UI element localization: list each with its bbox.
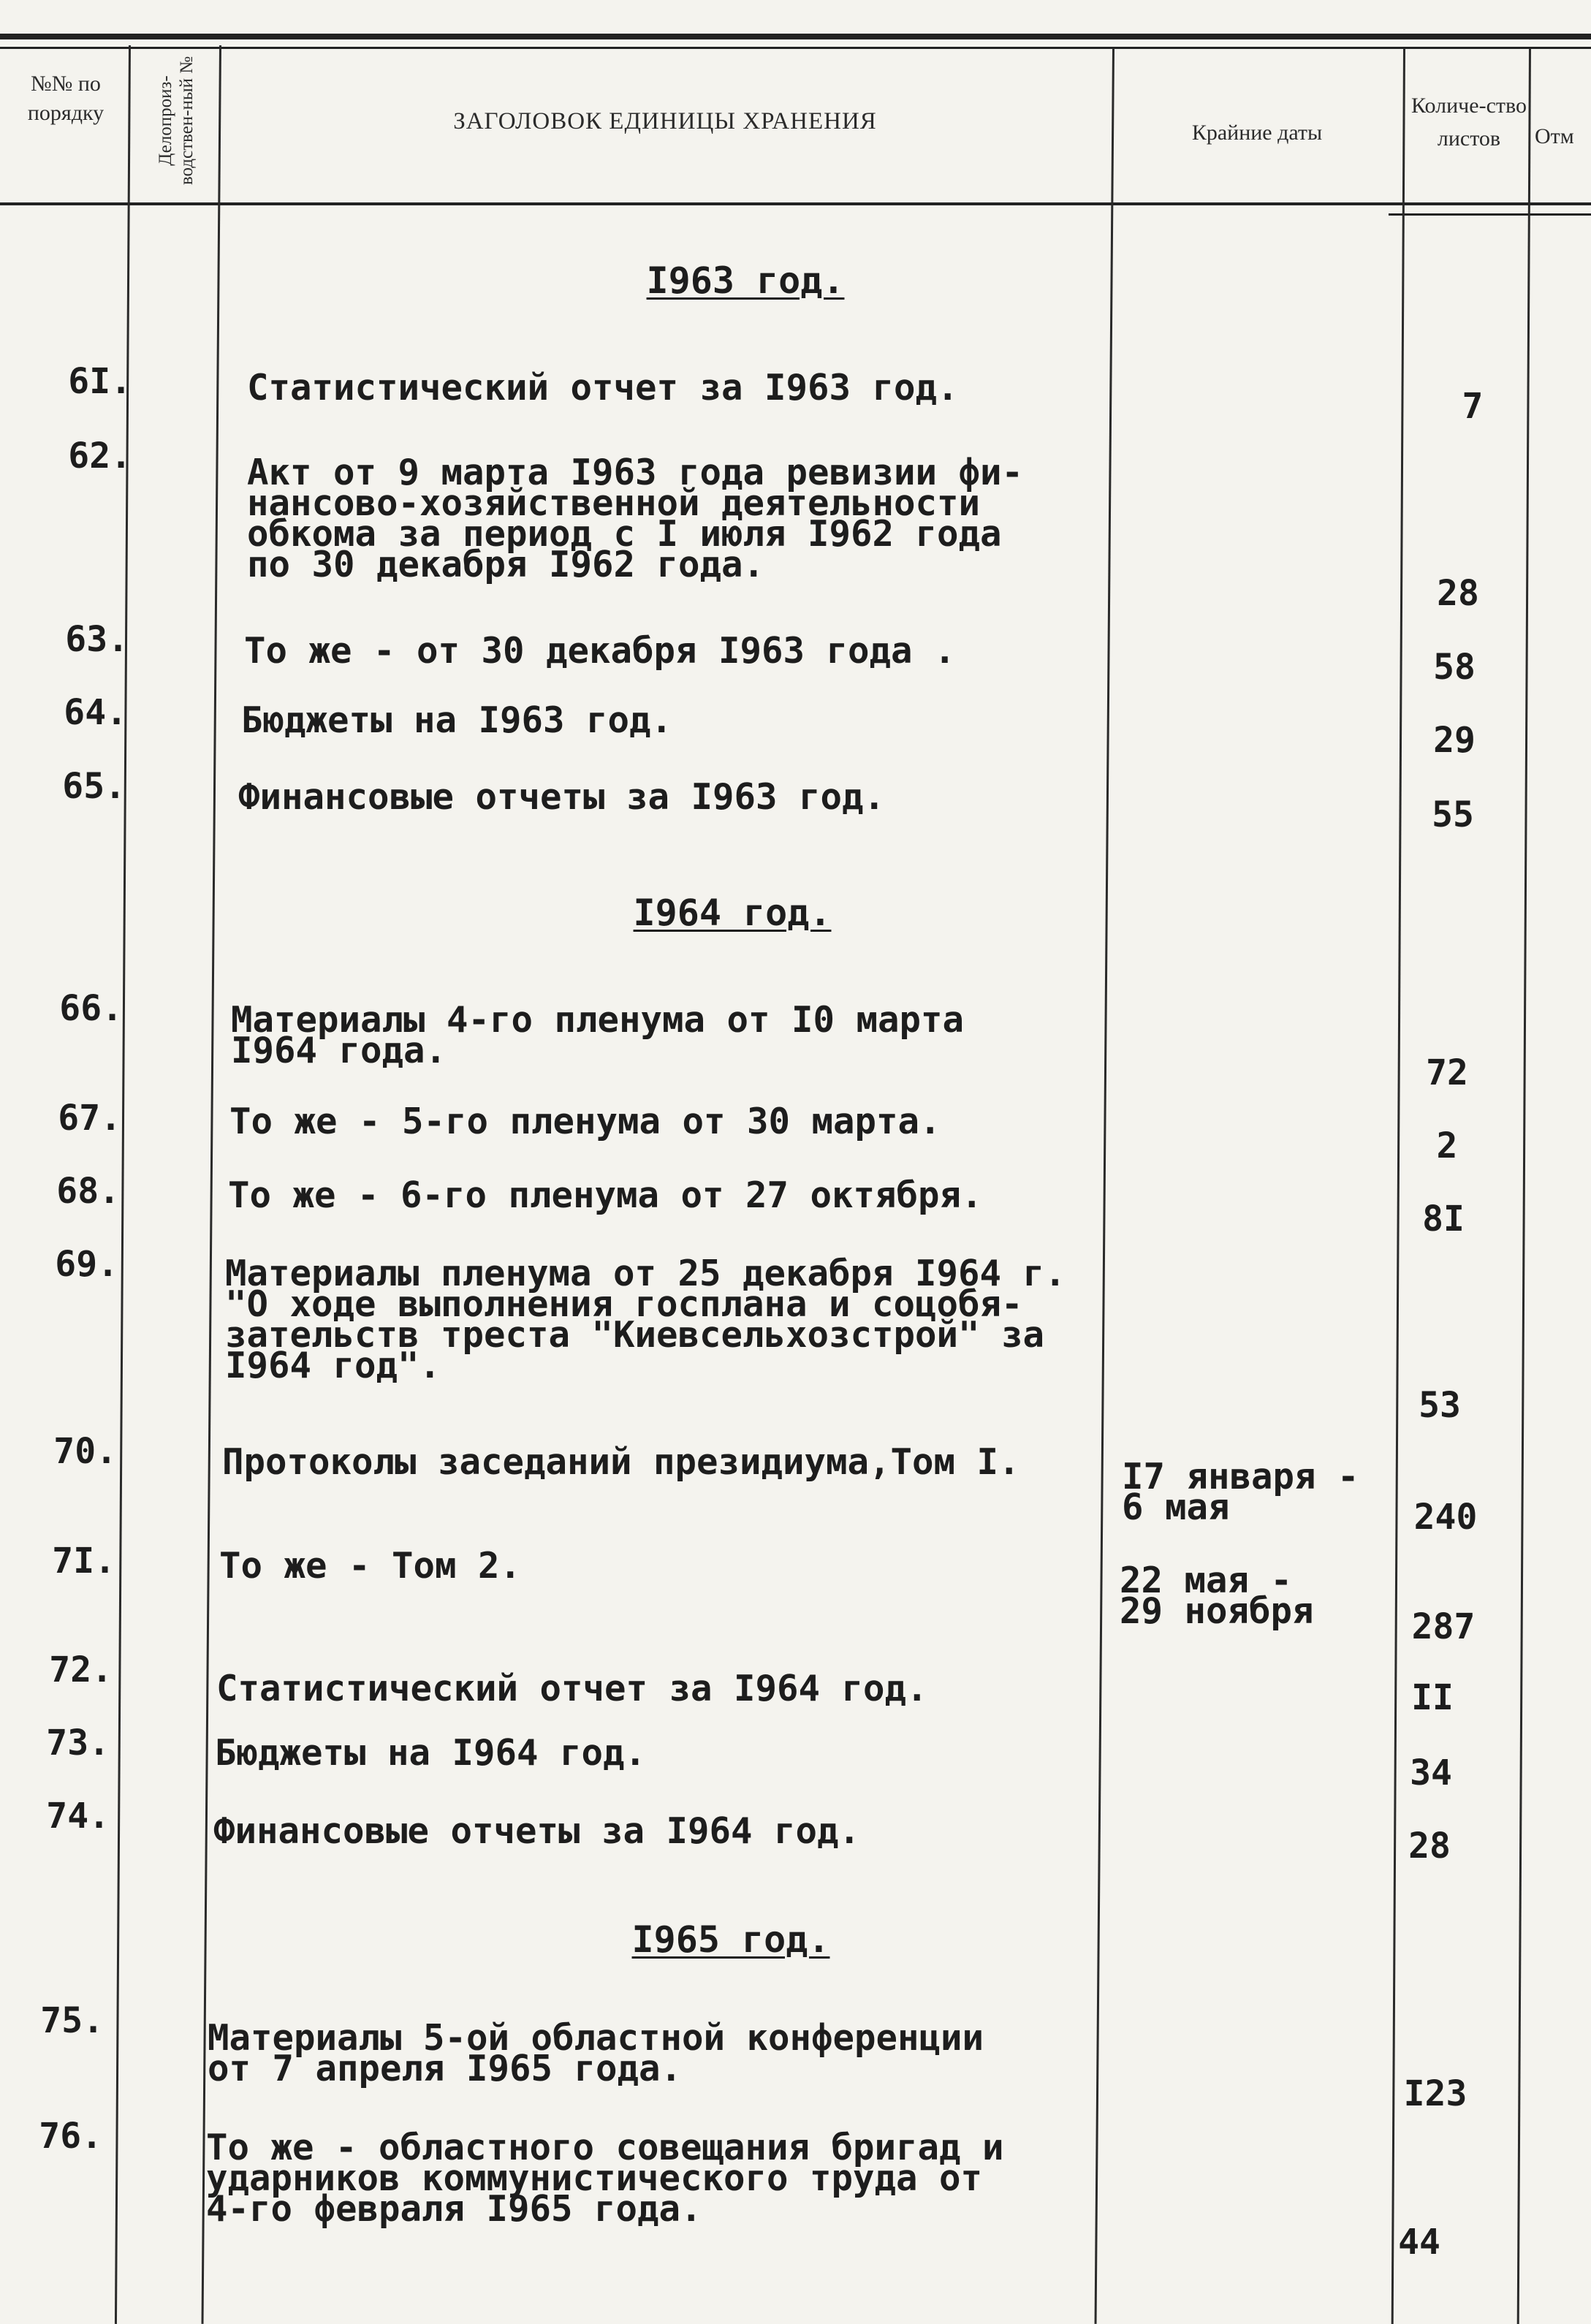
row-number: 69. — [55, 1244, 118, 1285]
row-title: То же - 6-го пленума от 27 октября. — [228, 1174, 983, 1216]
row-sheets: 34 — [1410, 1753, 1452, 1793]
year-heading-text: I965 год. — [631, 1918, 830, 1961]
row-sheets: 44 — [1398, 2222, 1440, 2263]
row-number: 66. — [59, 988, 123, 1029]
row-title: Бюджеты на I963 год. — [241, 699, 673, 741]
row-number: 70. — [53, 1431, 117, 1472]
row-dates: 22 мая - 29 ноября — [1120, 1560, 1314, 1632]
row-sheets: 287 — [1411, 1606, 1476, 1647]
row-sheets: 55 — [1432, 794, 1474, 835]
header-notes: Отм — [1535, 124, 1574, 148]
header-dates: Крайние даты — [1191, 121, 1323, 145]
row-number: 7I. — [52, 1541, 115, 1581]
row-dates: I7 января - 6 мая — [1122, 1456, 1359, 1528]
row-title: Статистический отчет за I963 год. — [247, 367, 959, 409]
year-heading — [563, 259, 928, 302]
row-title: Бюджеты на I964 год. — [215, 1732, 647, 1774]
column-divider-dates — [1391, 48, 1405, 2324]
row-title: Акт от 9 марта I963 года ревизии фи- нансово-хозяйственной деятельности обкома за период с I июля I962 года по 30 декабря I962 года. — [247, 452, 1024, 585]
row-title: Материалы 4-го пленума от I0 марта I964 года. — [231, 999, 965, 1071]
row-title: Финансовые отчеты за I964 год. — [213, 1810, 861, 1852]
header-title: ЗАГОЛОВОК ЕДИНИЦЫ ХРАНЕНИЯ — [453, 108, 877, 134]
row-title: Финансовые отчеты за I963 год. — [238, 776, 886, 818]
row-sheets: I23 — [1403, 2073, 1467, 2114]
top-rule-thick — [0, 34, 1591, 39]
row-title: Статистический отчет за I964 год. — [216, 1668, 928, 1709]
row-number: 74. — [46, 1796, 110, 1837]
column-divider-record — [202, 45, 221, 2324]
top-rule-thin — [0, 47, 1591, 49]
row-number: 64. — [64, 692, 127, 733]
row-sheets: 28 — [1437, 573, 1479, 614]
column-divider-title — [1095, 48, 1115, 2324]
row-title: Протоколы заседаний президиума,Том I. — [222, 1441, 1020, 1483]
row-number: 72. — [49, 1649, 113, 1690]
row-number: 68. — [56, 1171, 120, 1212]
row-title: То же - 5-го пленума от 30 марта. — [229, 1101, 941, 1142]
row-number: 73. — [46, 1723, 110, 1763]
row-number: 67. — [58, 1098, 121, 1139]
row-sheets: II — [1411, 1677, 1454, 1718]
row-sheets: 240 — [1413, 1497, 1478, 1538]
row-title: То же - областного совещания бригад и ударников коммунистического труда от 4-го февраля I965 года. — [206, 2127, 1004, 2230]
year-heading — [550, 892, 915, 934]
row-sheets: 8I — [1422, 1199, 1465, 1239]
row-sheets: 72 — [1426, 1052, 1468, 1093]
year-heading-text: I963 год. — [646, 259, 845, 302]
row-title: Материалы 5-ой областной конференции от 7 апреля I965 года. — [208, 2017, 984, 2089]
header-record-number — [136, 44, 216, 197]
row-title: То же - Том 2. — [219, 1545, 522, 1587]
row-sheets: 28 — [1408, 1826, 1451, 1867]
year-heading-text: I964 год. — [633, 892, 832, 934]
row-title: Материалы пленума от 25 декабря I964 г. "О ходе выполнения госплана и соцобя- зательств треста "Киевсельхозстрой" за I964 год". — [225, 1253, 1066, 1386]
year-heading — [548, 1918, 914, 1961]
row-sheets: 53 — [1419, 1385, 1461, 1426]
row-number: 65. — [62, 766, 126, 807]
row-number: 76. — [39, 2116, 102, 2157]
header-bottom-rule-2 — [1389, 213, 1591, 216]
row-number: 6I. — [68, 361, 132, 402]
row-number: 75. — [40, 2000, 104, 2041]
row-title: То же - от 30 декабря I963 года . — [244, 630, 956, 672]
row-sheets: 2 — [1436, 1125, 1458, 1166]
header-bottom-rule — [0, 202, 1591, 205]
row-number: 63. — [65, 619, 129, 660]
header-record-number-text: Делопроиз-водствен-ный № — [156, 56, 197, 186]
header-number: №№ по порядку — [27, 72, 105, 125]
row-sheets: 7 — [1462, 386, 1484, 427]
row-number: 62. — [68, 436, 132, 476]
row-sheets: 58 — [1433, 647, 1476, 688]
row-sheets: 29 — [1433, 720, 1476, 761]
header-sheets: Количе-ство листов — [1411, 94, 1527, 151]
